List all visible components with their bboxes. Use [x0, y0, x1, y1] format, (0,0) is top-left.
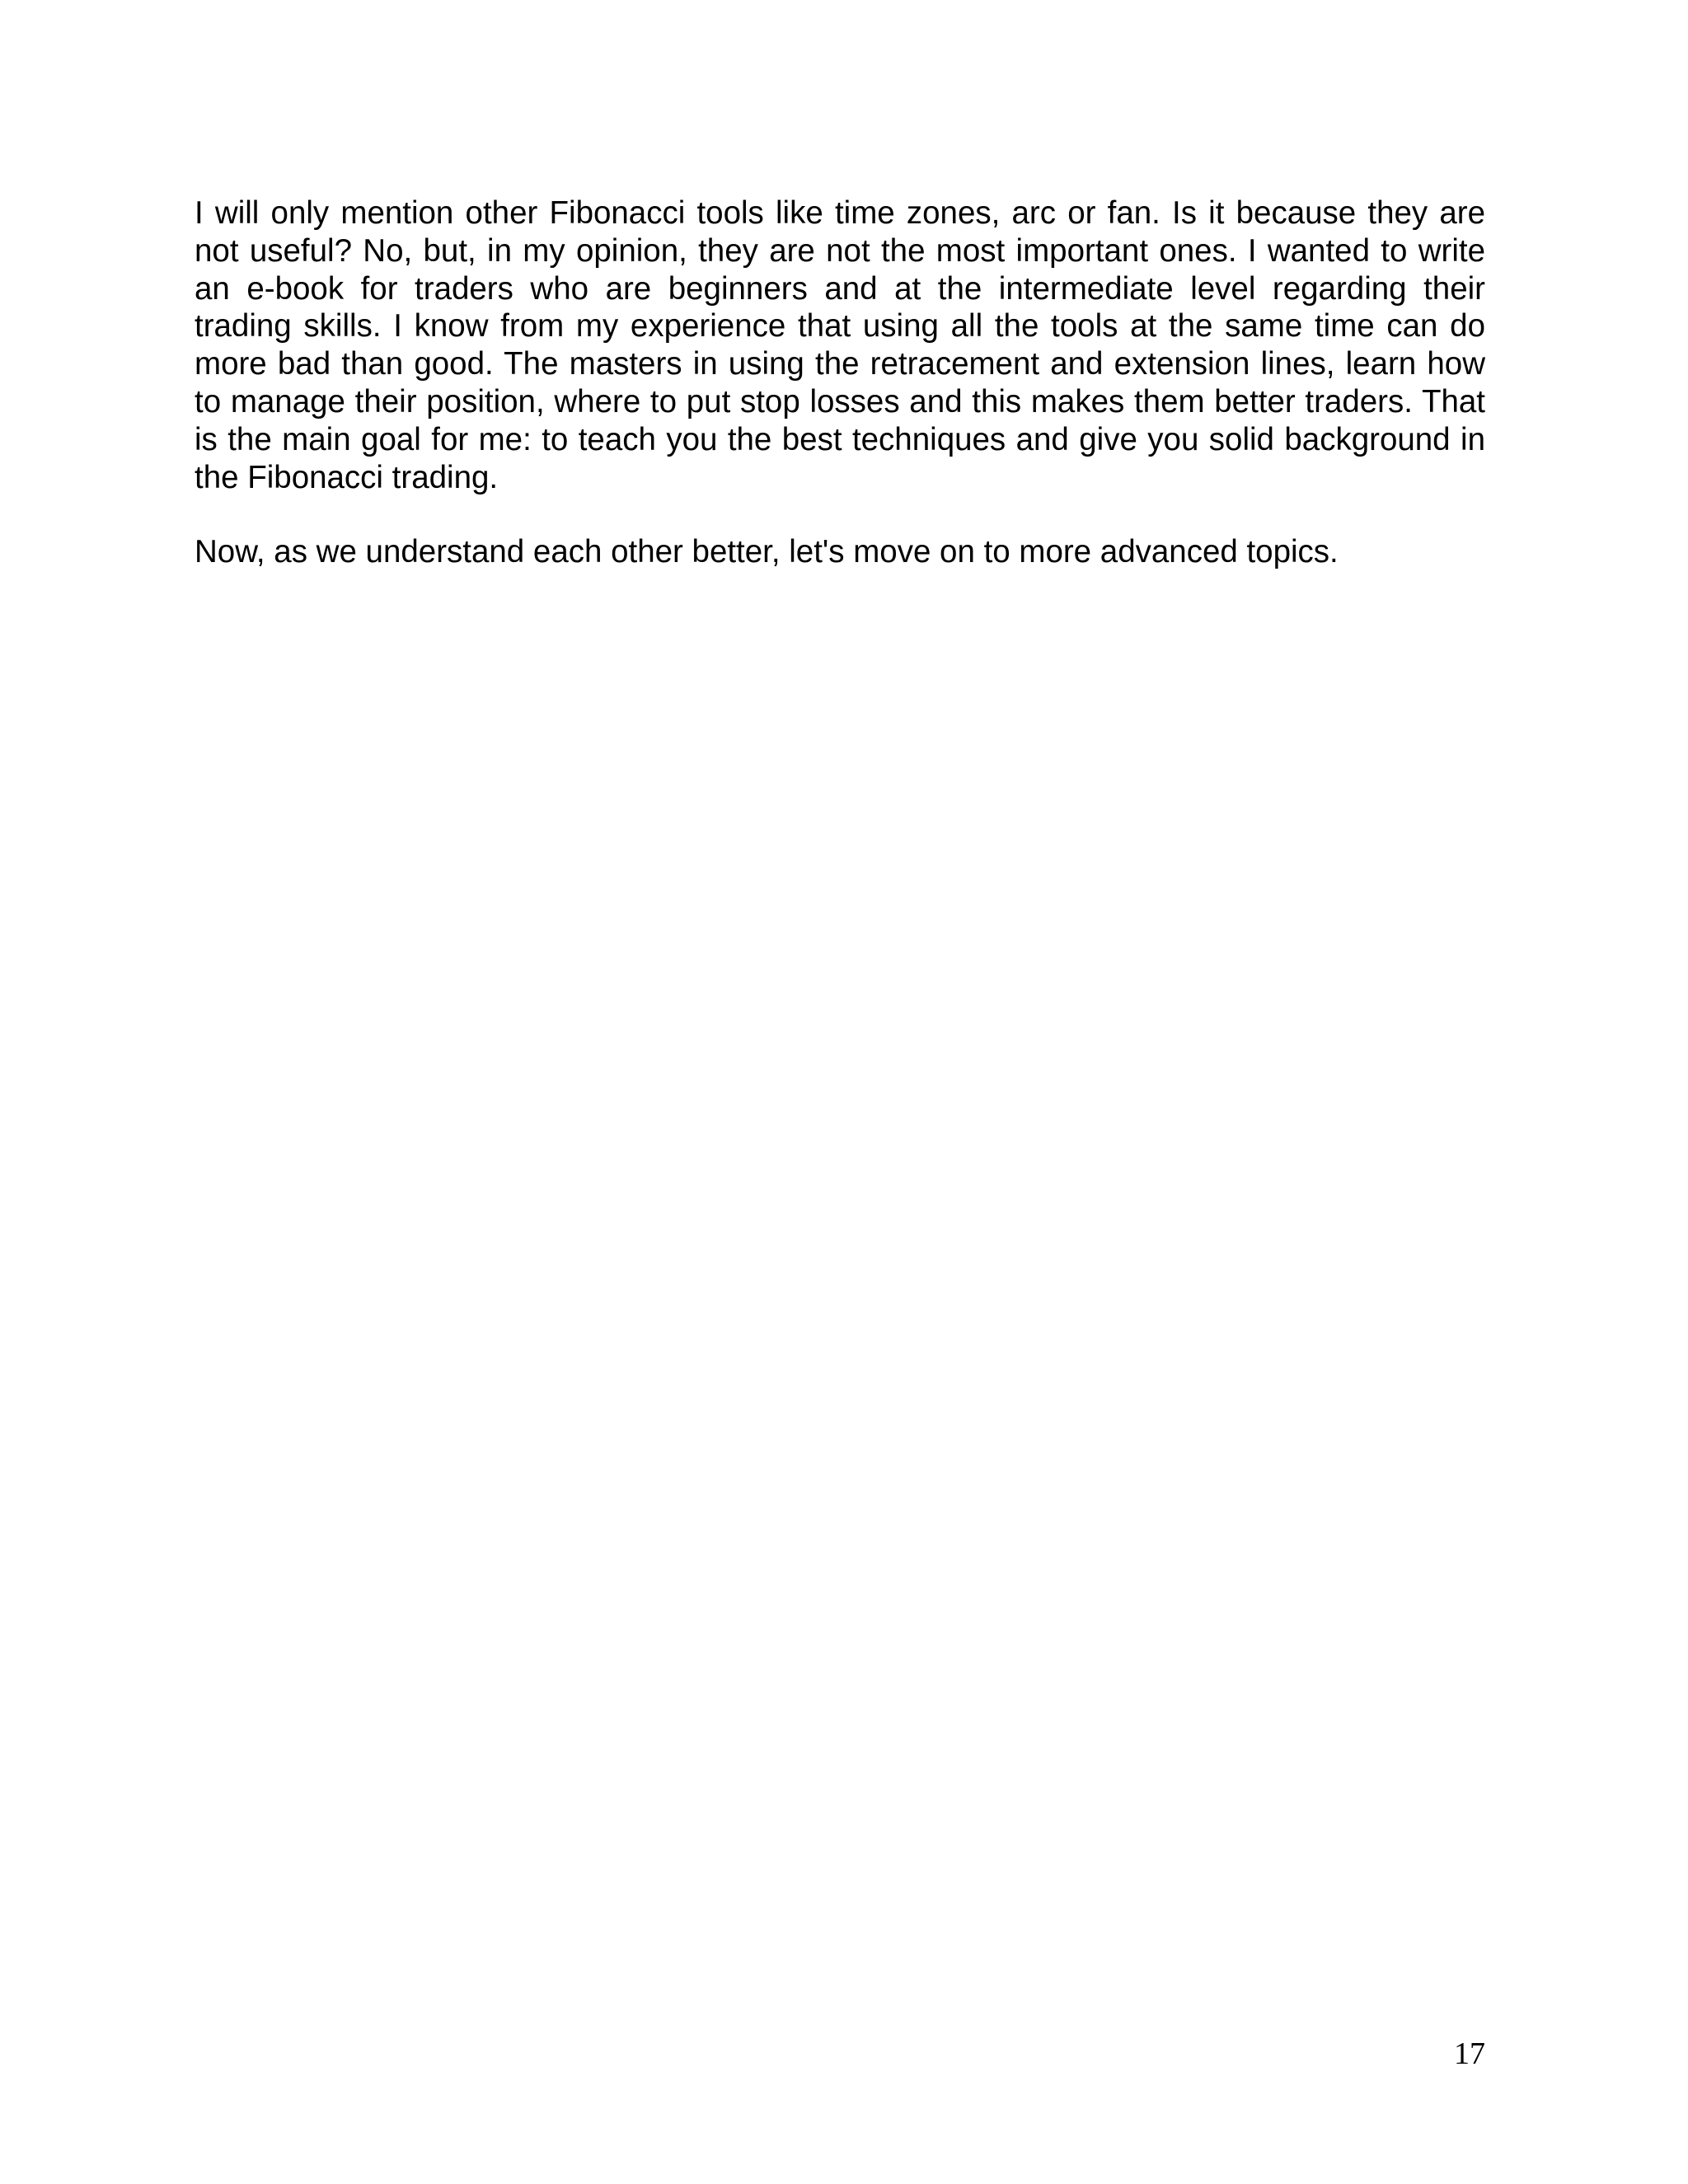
page-number: 17	[1454, 2036, 1485, 2071]
paragraph-fibonacci-tools: I will only mention other Fibonacci tools like time zones, arc or fan. Is it because they are not useful? No, but, in my opinion, they are not the most important ones. I wanted to write an e-book for traders who are beginners and at the intermediate level regarding their trading skills. I know from my experience that using all the tools at the same time can do more bad than good. The masters in using the retracement and extension lines, learn how to manage their position, where to put stop losses and this makes them better traders. That is the main goal for me: to teach you the best techniques and give you solid background in the Fibonacci trading.	[195, 195, 1485, 495]
paragraph-advanced-topics: Now, as we understand each other better, let's move on to more advanced topics.	[195, 534, 1339, 570]
body-text	[195, 194, 1485, 571]
